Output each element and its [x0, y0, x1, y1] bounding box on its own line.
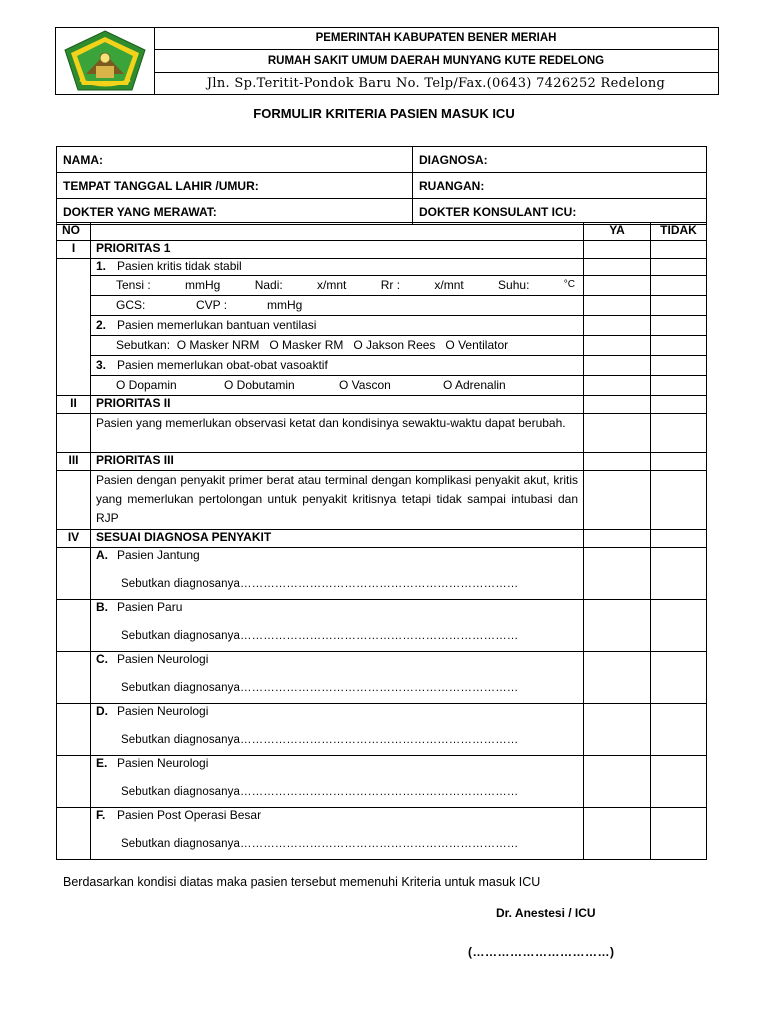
ya-checkbox-cell[interactable]: [584, 241, 651, 259]
tidak-checkbox-cell[interactable]: [651, 241, 707, 259]
eligibility-statement: Berdasarkan kondisi diatas maka pasien tersebut memenuhi Kriteria untuk masuk ICU: [63, 875, 541, 889]
ya-checkbox-cell[interactable]: [584, 652, 651, 704]
hospital-emblem-icon: [62, 28, 148, 94]
table-row: [57, 548, 707, 600]
table-row: [57, 600, 707, 652]
tidak-checkbox-cell[interactable]: [651, 356, 707, 376]
tidak-checkbox-cell[interactable]: [651, 704, 707, 756]
tidak-checkbox-cell[interactable]: [651, 652, 707, 704]
option-dopamin[interactable]: O Dopamin: [116, 378, 177, 392]
priority-number: IV: [57, 530, 91, 548]
ya-checkbox-cell[interactable]: [584, 756, 651, 808]
column-header-no: NO: [57, 223, 91, 241]
letterhead: [55, 27, 719, 95]
tidak-checkbox-cell[interactable]: [651, 276, 707, 296]
ya-checkbox-cell[interactable]: [584, 316, 651, 336]
ya-checkbox-cell[interactable]: [584, 414, 651, 453]
letterhead-hospital-name: RUMAH SAKIT UMUM DAERAH MUNYANG KUTE REDELONG: [267, 55, 605, 67]
table-row: [57, 756, 707, 808]
diagnosis-category: F. Pasien Post Operasi Besar Sebutkan diagnosanya………………………………………………………………: [91, 808, 584, 860]
ventilation-options[interactable]: Sebutkan: O Masker NRM O Masker RM O Jakson Rees O Ventilator: [91, 336, 584, 356]
priority-number: II: [57, 396, 91, 414]
priority-number: I: [57, 241, 91, 259]
name-field[interactable]: NAMA:: [57, 147, 413, 173]
table-row: [57, 453, 707, 471]
table-row: [57, 471, 707, 530]
tidak-checkbox-cell[interactable]: [651, 336, 707, 356]
table-row: [57, 296, 707, 316]
table-row: [57, 530, 707, 548]
row-number-cell: [57, 471, 91, 530]
table-row: [57, 808, 707, 860]
tidak-checkbox-cell[interactable]: [651, 376, 707, 396]
icu-consultant-field[interactable]: DOKTER KONSULANT ICU:: [413, 199, 707, 225]
tidak-checkbox-cell[interactable]: [651, 756, 707, 808]
diagnosis-fill-line[interactable]: Sebutkan diagnosanya………………………………………………………………: [121, 682, 519, 694]
criteria-item: 1. Pasien kritis tidak stabil: [91, 259, 584, 276]
ya-checkbox-cell[interactable]: [584, 396, 651, 414]
form-title: FORMULIR KRITERIA PASIEN MASUK ICU: [253, 106, 515, 121]
vital-signs-row: GCS: CVP : mmHg: [91, 296, 584, 316]
ya-checkbox-cell[interactable]: [584, 259, 651, 276]
diagnosis-category: C. Pasien Neurologi Sebutkan diagnosanya………………………………………………………………: [91, 652, 584, 704]
tidak-checkbox-cell[interactable]: [651, 259, 707, 276]
vasoactive-options: [91, 376, 584, 396]
diagnosis-category: D. Pasien Neurologi Sebutkan diagnosanya………………………………………………………………: [91, 704, 584, 756]
tidak-checkbox-cell[interactable]: [651, 600, 707, 652]
diagnosis-category: A. Pasien Jantung Sebutkan diagnosanya………………………………………………………………: [91, 548, 584, 600]
ya-checkbox-cell[interactable]: [584, 471, 651, 530]
priority-title: PRIORITAS 1: [91, 241, 584, 259]
column-header-tidak: TIDAK: [651, 223, 707, 241]
table-row: [57, 414, 707, 453]
tidak-checkbox-cell[interactable]: [651, 453, 707, 471]
row-number-cell: [57, 259, 91, 396]
ya-checkbox-cell[interactable]: [584, 530, 651, 548]
table-row: [57, 376, 707, 396]
table-row: [57, 356, 707, 376]
table-row: [57, 241, 707, 259]
diagnosis-fill-line[interactable]: Sebutkan diagnosanya………………………………………………………………: [121, 578, 519, 590]
tidak-checkbox-cell[interactable]: [651, 316, 707, 336]
tidak-checkbox-cell[interactable]: [651, 414, 707, 453]
ya-checkbox-cell[interactable]: [584, 336, 651, 356]
row-number-cell: [57, 808, 91, 860]
priority-number: III: [57, 453, 91, 471]
diagnosis-fill-line[interactable]: Sebutkan diagnosanya………………………………………………………………: [121, 838, 519, 850]
letterhead-divider: [154, 72, 718, 73]
tidak-checkbox-cell[interactable]: [651, 296, 707, 316]
ya-checkbox-cell[interactable]: [584, 808, 651, 860]
criteria-table: [56, 222, 707, 860]
table-row: [57, 396, 707, 414]
patient-info-table: [56, 146, 707, 225]
criteria-item: 2. Pasien memerlukan bantuan ventilasi: [91, 316, 584, 336]
row-number-cell: [57, 756, 91, 808]
option-adrenalin[interactable]: O Adrenalin: [443, 378, 506, 392]
priority-title: SESUAI DIAGNOSA PENYAKIT: [91, 530, 584, 548]
attending-doctor-field[interactable]: DOKTER YANG MERAWAT:: [57, 199, 413, 225]
table-row: [57, 276, 707, 296]
logo-cell: [56, 28, 155, 94]
diagnosis-fill-line[interactable]: Sebutkan diagnosanya………………………………………………………………: [121, 786, 519, 798]
row-number-cell: [57, 414, 91, 453]
diagnosis-fill-line[interactable]: Sebutkan diagnosanya………………………………………………………………: [121, 734, 519, 746]
row-number-cell: [57, 704, 91, 756]
priority-title: PRIORITAS III: [91, 453, 584, 471]
diagnosis-fill-line[interactable]: Sebutkan diagnosanya………………………………………………………………: [121, 630, 519, 642]
table-row: [57, 316, 707, 336]
option-dobutamin[interactable]: O Dobutamin: [224, 378, 295, 392]
ya-checkbox-cell[interactable]: [584, 704, 651, 756]
criteria-item: 3. Pasien memerlukan obat-obat vasoaktif: [91, 356, 584, 376]
ya-checkbox-cell[interactable]: [584, 453, 651, 471]
tidak-checkbox-cell[interactable]: [651, 548, 707, 600]
letterhead-government: PEMERINTAH KABUPATEN BENER MERIAH: [315, 32, 557, 44]
room-field[interactable]: RUANGAN:: [413, 173, 707, 199]
ya-checkbox-cell[interactable]: [584, 600, 651, 652]
signature-line[interactable]: (……………………………): [468, 945, 615, 959]
table-row: [57, 336, 707, 356]
signer-title: Dr. Anestesi / ICU: [496, 906, 596, 920]
option-vascon[interactable]: O Vascon: [339, 378, 391, 392]
ya-checkbox-cell[interactable]: [584, 296, 651, 316]
diagnosis-category: B. Pasien Paru Sebutkan diagnosanya………………………………………………………………: [91, 600, 584, 652]
table-row: [57, 704, 707, 756]
vital-signs-row: Tensi : mmHg Nadi: x/mnt Rr : x/mnt Suhu: °C: [91, 276, 584, 296]
column-header-ya: YA: [584, 223, 651, 241]
row-number-cell: [57, 548, 91, 600]
priority-description: Pasien dengan penyakit primer berat atau terminal dengan komplikasi penyakit akut, kritis yang memerlukan pertolongan untuk penyakit kritisnya tetapi tidak sampai intubasi dan RJP: [91, 471, 584, 530]
tidak-checkbox-cell[interactable]: [651, 530, 707, 548]
row-number-cell: [57, 600, 91, 652]
priority-title: PRIORITAS II: [91, 396, 584, 414]
ya-checkbox-cell[interactable]: [584, 276, 651, 296]
tidak-checkbox-cell[interactable]: [651, 471, 707, 530]
ya-checkbox-cell[interactable]: [584, 356, 651, 376]
table-row: [57, 652, 707, 704]
tidak-checkbox-cell[interactable]: [651, 808, 707, 860]
priority-description: Pasien yang memerlukan observasi ketat dan kondisinya sewaktu-waktu dapat berubah.: [91, 414, 584, 453]
table-header-row: [57, 223, 707, 241]
letterhead-address: Jln. Sp.Teritit-Pondok Baru No. Telp/Fax.(0643) 7426252 Redelong: [206, 76, 666, 91]
ya-checkbox-cell[interactable]: [584, 376, 651, 396]
birth-date-age-field[interactable]: TEMPAT TANGGAL LAHIR /UMUR:: [57, 173, 413, 199]
row-number-cell: [57, 652, 91, 704]
letterhead-divider: [154, 49, 718, 50]
diagnosis-category: E. Pasien Neurologi Sebutkan diagnosanya………………………………………………………………: [91, 756, 584, 808]
tidak-checkbox-cell[interactable]: [651, 396, 707, 414]
ya-checkbox-cell[interactable]: [584, 548, 651, 600]
table-row: [57, 259, 707, 276]
column-header-criteria: [91, 223, 584, 241]
diagnosis-field[interactable]: DIAGNOSA:: [413, 147, 707, 173]
